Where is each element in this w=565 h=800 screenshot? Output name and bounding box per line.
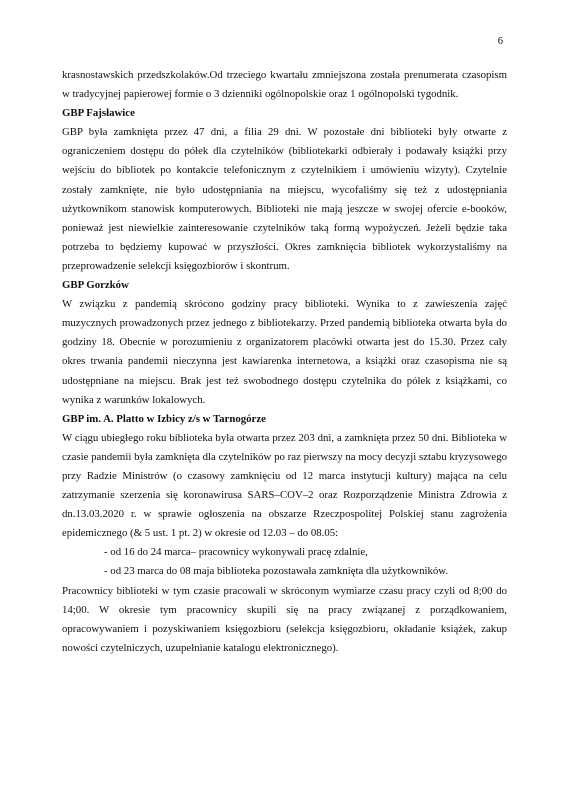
paragraph-intro: krasnostawskich przedszkolaków.Od trzeciego kwartału zmniejszona została prenumerata czasopism w tradycyjnej papierowej formie o 3 dzienniki ogólnopolskie oraz 1 ogólnopolski tygodnik. xyxy=(62,69,507,101)
section-heading-gorzkow: GBP Gorzków xyxy=(62,279,129,292)
section-heading-fajslawice: GBP Fajsławice xyxy=(62,107,135,120)
list-item-closure: - od 23 marca do 08 maja biblioteka pozostawała zamknięta dla użytkowników. xyxy=(104,565,449,578)
page-number: 6 xyxy=(497,36,503,47)
section-heading-izbica: GBP im. A. Platto w Izbicy z/s w Tarnogórze xyxy=(62,412,266,425)
paragraph-staff-work: Pracownicy biblioteki w tym czasie pracowali w skróconym wymiarze czasu pracy czyli od 8;00 do 14;00. W okresie tym pracownicy skupili się na pracy związanej z porządkowaniem, opracowywaniem i pozyskiwaniem księgozbioru (selekcja księgozbioru, okładanie książek, zakup nowości czytelniczych, uzupełnianie katalogu elektronicznego). xyxy=(62,584,507,654)
list-item-remote-work: - od 16 do 24 marca– pracownicy wykonywali pracę zdalnie, xyxy=(104,546,368,559)
paragraph-fajslawice: GBP była zamknięta przez 47 dni, a filia 29 dni. W pozostałe dni biblioteki były otwarte z ograniczeniem dostępu do półek dla czytelników (bibliotekarki odbierały i podawały książki przy wejściu do bibliotek po kontakcie telefonicznym z czytelnikiem i umówieniu wizyty). Czytelnie zostały zamknięte, nie było udostępniania na miejscu, wycofaliśmy się też z udostępniania użytkownikom stanowisk komputerowych. Biblioteki nie mają jeszcze w swojej ofercie e-booków, ponieważ jest niewielkie zainteresowanie czytelników taką formą wypożyczeń. Jeżeli będzie taka potrzeba to będziemy kupować w przyszłości. Okres zamknięcia bibliotek wykorzystaliśmy na przeprowadzenie selekcji księgozbiorów i skontrum. xyxy=(62,126,507,272)
paragraph-izbica: W ciągu ubiegłego roku biblioteka była otwarta przez 203 dni, a zamknięta przez 50 dni. Biblioteka w czasie pandemii była zamknięta dla czytelników po raz pierwszy na mocy decyzji sztabu kryzysowego przy Radzie Ministrów (o czasowy zamknięciu od 12 marca instytucji kultury) mająca na celu zatrzymanie szerzenia się koronawirusa SARS–COV–2 oraz Rozporządzenie Ministra Zdrowia z dn.13.03.2020 r. w sprawie ogłoszenia na obszarze Rzeczpospolitej Polskiej stanu zagrożenia epidemicznego (& 5 ust. 1 pt. 2) w okresie od 12.03 – do 08.05: xyxy=(62,431,507,540)
paragraph-gorzkow: W związku z pandemią skrócono godziny pracy biblioteki. Wynika to z zawieszenia zajęć muzycznych prowadzonych przez jednego z bibliotekarzy. Przed pandemią biblioteka otwarta była do godziny 18. Obecnie w porozumieniu z organizatorem placówki otwarta jest do 15.30. Przez cały okres trwania pandemii nieczynna jest kawiarenka internetowa, a książki oraz czasopisma nie są udostępniane na miejscu. Brak jest też swobodnego dostępu czytelnika do półek z książkami, co wynika z warunków lokalowych. xyxy=(62,298,507,406)
document-body xyxy=(62,66,507,658)
